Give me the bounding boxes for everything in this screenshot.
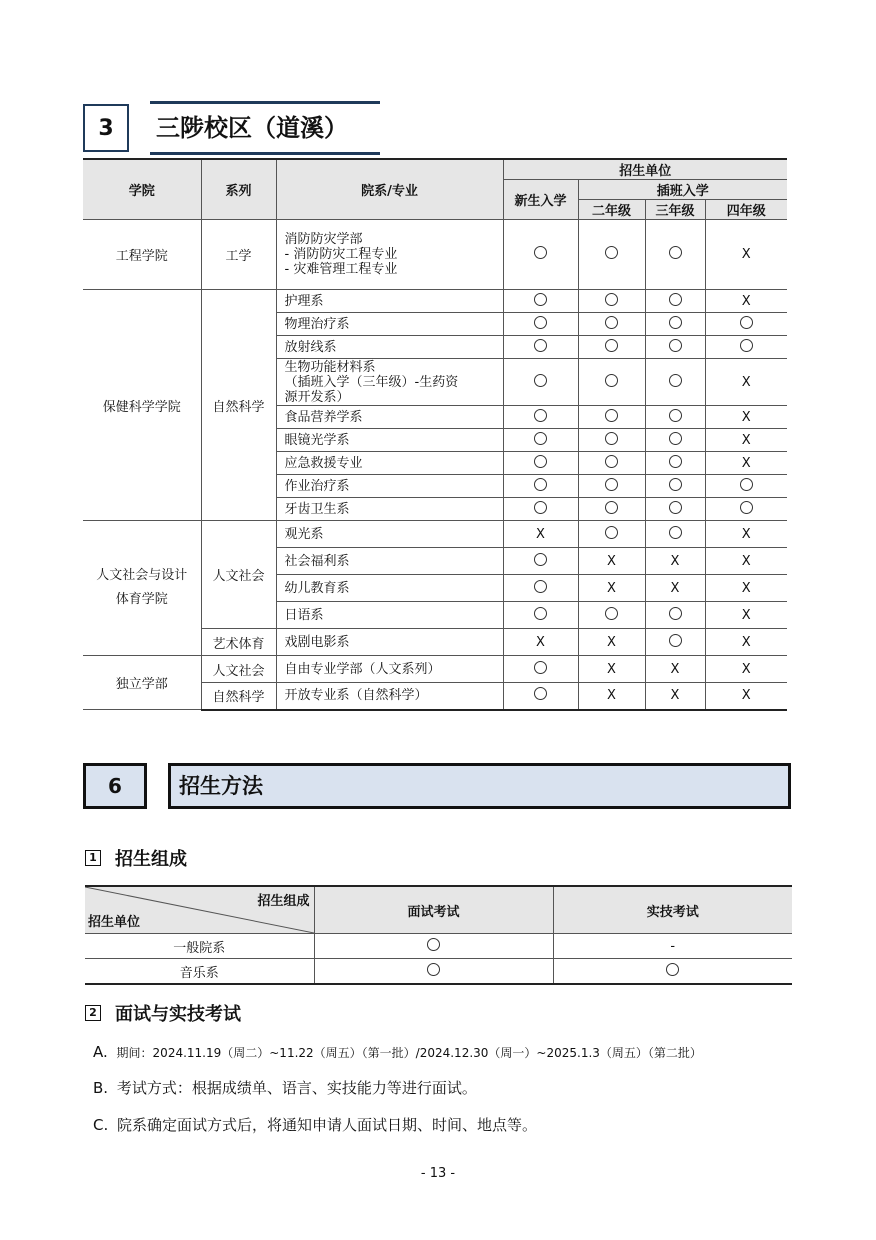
circle-available-icon bbox=[427, 963, 440, 976]
major-line: 作业治疗系 bbox=[284, 478, 350, 494]
header-admission-unit: 招生单位 bbox=[503, 159, 787, 180]
availability-cell bbox=[578, 406, 645, 429]
major-line: 消防防灾学部 bbox=[284, 232, 363, 247]
availability-cell bbox=[645, 290, 705, 313]
major-cell bbox=[276, 290, 503, 313]
division-cell: 人文社会 bbox=[201, 656, 276, 683]
major-cell bbox=[276, 429, 503, 452]
header-transfer: 插班入学 bbox=[578, 180, 787, 200]
availability-cell bbox=[705, 548, 787, 575]
table-row bbox=[85, 959, 792, 985]
availability-cell bbox=[578, 429, 645, 452]
circle-available-icon bbox=[534, 432, 547, 445]
circle-available-icon bbox=[534, 455, 547, 468]
circle-available-icon bbox=[605, 409, 618, 422]
circle-available-icon bbox=[534, 246, 547, 259]
major-cell bbox=[276, 475, 503, 498]
availability-cell bbox=[705, 220, 787, 290]
circle-available-icon bbox=[605, 455, 618, 468]
major-cell bbox=[276, 452, 503, 475]
mark-text: X bbox=[741, 580, 751, 596]
header-year4: 四年级 bbox=[705, 200, 787, 220]
availability-cell bbox=[503, 656, 578, 683]
availability-cell bbox=[645, 498, 705, 521]
availability-cell bbox=[645, 313, 705, 336]
mark-text: X bbox=[536, 526, 545, 542]
diag-bottom-label: 招生单位 bbox=[88, 915, 141, 930]
major-line: 应急救援专业 bbox=[284, 455, 363, 471]
major-line: 护理系 bbox=[284, 293, 324, 309]
major-cell bbox=[276, 602, 503, 629]
circle-available-icon bbox=[605, 374, 618, 387]
subsection-1-title: 招生组成 bbox=[115, 849, 187, 870]
availability-cell bbox=[503, 290, 578, 313]
availability-cell bbox=[578, 548, 645, 575]
section-3-number: 3 bbox=[83, 104, 129, 152]
major-line: 牙齿卫生系 bbox=[284, 501, 350, 517]
circle-available-icon bbox=[534, 580, 547, 593]
exam-item-c bbox=[93, 1114, 537, 1135]
major-line: （插班入学（三年级）-生药资 bbox=[284, 374, 459, 390]
availability-cell bbox=[645, 575, 705, 602]
availability-cell bbox=[578, 498, 645, 521]
availability-cell bbox=[645, 548, 705, 575]
availability-cell bbox=[578, 452, 645, 475]
major-cell bbox=[276, 336, 503, 359]
interview-cell bbox=[314, 959, 553, 985]
availability-cell bbox=[503, 406, 578, 429]
table-row bbox=[83, 290, 787, 313]
circle-available-icon bbox=[740, 501, 753, 514]
availability-cell bbox=[578, 602, 645, 629]
circle-available-icon bbox=[669, 634, 682, 647]
availability-cell bbox=[578, 359, 645, 406]
circle-available-icon bbox=[669, 246, 682, 259]
exam-item-b bbox=[93, 1077, 477, 1098]
mark-text: X bbox=[741, 455, 751, 471]
circle-available-icon bbox=[669, 478, 682, 491]
major-line: 幼儿教育系 bbox=[284, 580, 350, 596]
availability-cell bbox=[705, 575, 787, 602]
mark-text: X bbox=[741, 634, 751, 650]
header-practical: 实技考试 bbox=[553, 886, 792, 934]
exam-item-b-label: B. bbox=[93, 1079, 109, 1097]
section-3-title: 三陟校区（道溪） bbox=[150, 101, 380, 155]
circle-available-icon bbox=[669, 316, 682, 329]
availability-cell bbox=[578, 313, 645, 336]
availability-cell bbox=[503, 359, 578, 406]
practical-cell bbox=[553, 959, 792, 985]
mark-text: X bbox=[741, 553, 751, 569]
availability-cell bbox=[645, 521, 705, 548]
major-cell bbox=[276, 313, 503, 336]
mark-text: X bbox=[741, 688, 751, 704]
circle-available-icon bbox=[534, 293, 547, 306]
subsection-2-number: 2 bbox=[85, 1005, 101, 1021]
division-cell: 工学 bbox=[201, 220, 276, 290]
availability-cell bbox=[645, 406, 705, 429]
availability-cell bbox=[705, 336, 787, 359]
circle-available-icon bbox=[605, 293, 618, 306]
availability-cell bbox=[578, 656, 645, 683]
table-row bbox=[83, 656, 787, 683]
mark-text: X bbox=[607, 553, 616, 569]
circle-available-icon bbox=[534, 607, 547, 620]
circle-available-icon bbox=[534, 553, 547, 566]
availability-cell bbox=[503, 220, 578, 290]
availability-cell bbox=[705, 683, 787, 710]
circle-available-icon bbox=[534, 316, 547, 329]
availability-cell bbox=[645, 602, 705, 629]
circle-available-icon bbox=[666, 963, 679, 976]
availability-cell bbox=[503, 548, 578, 575]
mark-text: X bbox=[741, 526, 751, 542]
circle-available-icon bbox=[534, 687, 547, 700]
subsection-2-heading bbox=[85, 1000, 241, 1026]
exam-item-b-text: 考试方式：根据成绩单、语言、实技能力等进行面试。 bbox=[116, 1079, 477, 1097]
major-line: - 消防防灾工程专业 bbox=[284, 247, 398, 262]
availability-cell bbox=[578, 575, 645, 602]
availability-cell bbox=[578, 220, 645, 290]
circle-available-icon bbox=[740, 478, 753, 491]
exam-item-a-text: 期间：2024.11.19（周二）~11.22（周五）（第一批）/2024.12.30（周一）~2025.1.3（周五）（第二批） bbox=[116, 1046, 702, 1060]
availability-cell bbox=[645, 629, 705, 656]
major-line: 自由专业学部（人文系列） bbox=[284, 661, 441, 677]
college-cell: 工程学院 bbox=[83, 220, 201, 290]
circle-available-icon bbox=[605, 607, 618, 620]
major-line: 开放专业系（自然科学） bbox=[284, 688, 428, 704]
availability-cell bbox=[578, 475, 645, 498]
mark-text: X bbox=[741, 293, 751, 309]
availability-cell bbox=[503, 575, 578, 602]
circle-available-icon bbox=[669, 501, 682, 514]
diagonal-header-cell bbox=[85, 886, 314, 934]
circle-available-icon bbox=[605, 501, 618, 514]
availability-cell bbox=[578, 336, 645, 359]
major-line: - 灾难管理工程专业 bbox=[284, 262, 398, 277]
availability-cell bbox=[645, 683, 705, 710]
division-cell: 自然科学 bbox=[201, 290, 276, 521]
major-cell bbox=[276, 359, 503, 406]
major-cell bbox=[276, 406, 503, 429]
availability-cell bbox=[503, 475, 578, 498]
circle-available-icon bbox=[669, 526, 682, 539]
mark-text: X bbox=[670, 661, 680, 677]
circle-available-icon bbox=[605, 339, 618, 352]
major-line: 食品营养学系 bbox=[284, 409, 363, 425]
division-cell: 人文社会 bbox=[201, 521, 276, 629]
subsection-1-number: 1 bbox=[85, 850, 101, 866]
availability-cell bbox=[705, 521, 787, 548]
availability-cell bbox=[645, 359, 705, 406]
availability-cell bbox=[645, 452, 705, 475]
major-line: 放射线系 bbox=[284, 339, 337, 355]
exam-item-c-label: C. bbox=[93, 1116, 109, 1134]
availability-cell bbox=[578, 629, 645, 656]
major-cell bbox=[276, 548, 503, 575]
circle-available-icon bbox=[534, 478, 547, 491]
circle-available-icon bbox=[740, 339, 753, 352]
circle-available-icon bbox=[669, 374, 682, 387]
circle-available-icon bbox=[740, 316, 753, 329]
admission-unit-table bbox=[83, 158, 787, 711]
circle-available-icon bbox=[605, 478, 618, 491]
circle-available-icon bbox=[605, 316, 618, 329]
circle-available-icon bbox=[605, 432, 618, 445]
major-cell bbox=[276, 521, 503, 548]
interview-cell bbox=[314, 934, 553, 959]
mark-text: X bbox=[741, 374, 751, 390]
availability-cell bbox=[645, 220, 705, 290]
mark-text: X bbox=[536, 634, 545, 650]
mark-text: X bbox=[741, 247, 751, 262]
availability-cell bbox=[503, 498, 578, 521]
mark-text: X bbox=[670, 688, 680, 704]
header-division: 系列 bbox=[201, 159, 276, 220]
division-cell: 自然科学 bbox=[201, 683, 276, 710]
availability-cell bbox=[705, 602, 787, 629]
availability-cell bbox=[578, 521, 645, 548]
circle-available-icon bbox=[534, 501, 547, 514]
mark-text: X bbox=[741, 432, 751, 448]
availability-cell bbox=[645, 429, 705, 452]
availability-cell bbox=[503, 602, 578, 629]
section-6-title: 招生方法 bbox=[168, 763, 791, 809]
mark-text: X bbox=[607, 580, 616, 596]
table-row bbox=[83, 220, 787, 290]
circle-available-icon bbox=[669, 455, 682, 468]
circle-available-icon bbox=[669, 409, 682, 422]
major-line: 眼镜光学系 bbox=[284, 432, 350, 448]
major-line: 观光系 bbox=[284, 526, 324, 542]
availability-cell bbox=[705, 429, 787, 452]
availability-cell bbox=[705, 359, 787, 406]
circle-available-icon bbox=[605, 526, 618, 539]
major-cell bbox=[276, 498, 503, 521]
availability-cell bbox=[645, 656, 705, 683]
mark-text: X bbox=[670, 580, 680, 596]
section-6-number: 6 bbox=[83, 763, 147, 809]
college-cell: 人文社会与设计体育学院 bbox=[83, 521, 201, 656]
major-cell bbox=[276, 656, 503, 683]
major-cell bbox=[276, 683, 503, 710]
availability-cell bbox=[705, 475, 787, 498]
mark-text: X bbox=[741, 607, 751, 623]
circle-available-icon bbox=[669, 339, 682, 352]
exam-item-a bbox=[93, 1043, 702, 1061]
mark-text: X bbox=[607, 688, 616, 704]
header-freshman: 新生入学 bbox=[503, 180, 578, 220]
circle-available-icon bbox=[669, 607, 682, 620]
header-major: 院系/专业 bbox=[276, 159, 503, 220]
circle-available-icon bbox=[534, 374, 547, 387]
availability-cell bbox=[578, 683, 645, 710]
header-year2: 二年级 bbox=[578, 200, 645, 220]
mark-text: X bbox=[607, 661, 616, 677]
availability-cell bbox=[503, 429, 578, 452]
major-line: 物理治疗系 bbox=[284, 316, 350, 332]
mark-text: X bbox=[670, 553, 680, 569]
major-line: 戏剧电影系 bbox=[284, 634, 350, 650]
major-cell bbox=[276, 220, 503, 290]
circle-available-icon bbox=[534, 409, 547, 422]
availability-cell bbox=[645, 475, 705, 498]
availability-cell bbox=[705, 406, 787, 429]
major-line: 日语系 bbox=[284, 607, 324, 623]
availability-cell bbox=[503, 313, 578, 336]
header-year3: 三年级 bbox=[645, 200, 705, 220]
header-college: 学院 bbox=[83, 159, 201, 220]
circle-available-icon bbox=[605, 246, 618, 259]
availability-cell bbox=[578, 290, 645, 313]
admission-composition-table bbox=[85, 885, 792, 985]
availability-cell bbox=[503, 521, 578, 548]
major-line: 生物功能材料系 bbox=[284, 359, 376, 375]
mark-text: - bbox=[670, 938, 676, 954]
availability-cell bbox=[705, 290, 787, 313]
circle-available-icon bbox=[669, 432, 682, 445]
page-number: - 13 - bbox=[420, 1166, 456, 1181]
exam-item-a-label: A. bbox=[93, 1043, 108, 1061]
subsection-1-heading bbox=[85, 845, 187, 871]
mark-text: X bbox=[741, 661, 751, 677]
availability-cell bbox=[503, 629, 578, 656]
mark-text: X bbox=[741, 409, 751, 425]
circle-available-icon bbox=[534, 661, 547, 674]
availability-cell bbox=[645, 336, 705, 359]
header-interview: 面试考试 bbox=[314, 886, 553, 934]
availability-cell bbox=[705, 498, 787, 521]
unit-cell: 一般院系 bbox=[85, 934, 314, 959]
major-cell bbox=[276, 629, 503, 656]
availability-cell bbox=[503, 683, 578, 710]
availability-cell bbox=[705, 452, 787, 475]
diag-top-label: 招生组成 bbox=[257, 894, 310, 909]
exam-item-c-text: 院系确定面试方式后，将通知申请人面试日期、时间、地点等。 bbox=[117, 1116, 538, 1134]
table-row bbox=[83, 521, 787, 548]
availability-cell bbox=[503, 336, 578, 359]
division-cell: 艺术体育 bbox=[201, 629, 276, 656]
table-row bbox=[85, 934, 792, 959]
mark-text: X bbox=[607, 634, 616, 650]
circle-available-icon bbox=[427, 938, 440, 951]
major-cell bbox=[276, 575, 503, 602]
major-line: 社会福利系 bbox=[284, 553, 350, 569]
availability-cell bbox=[705, 313, 787, 336]
circle-available-icon bbox=[534, 339, 547, 352]
practical-cell bbox=[553, 934, 792, 959]
availability-cell bbox=[503, 452, 578, 475]
circle-available-icon bbox=[669, 293, 682, 306]
availability-cell bbox=[705, 629, 787, 656]
college-cell: 独立学部 bbox=[83, 656, 201, 710]
availability-cell bbox=[705, 656, 787, 683]
unit-cell: 音乐系 bbox=[85, 959, 314, 985]
major-line: 源开发系） bbox=[284, 389, 350, 405]
college-cell: 保健科学学院 bbox=[83, 290, 201, 521]
subsection-2-title: 面试与实技考试 bbox=[115, 1004, 241, 1025]
